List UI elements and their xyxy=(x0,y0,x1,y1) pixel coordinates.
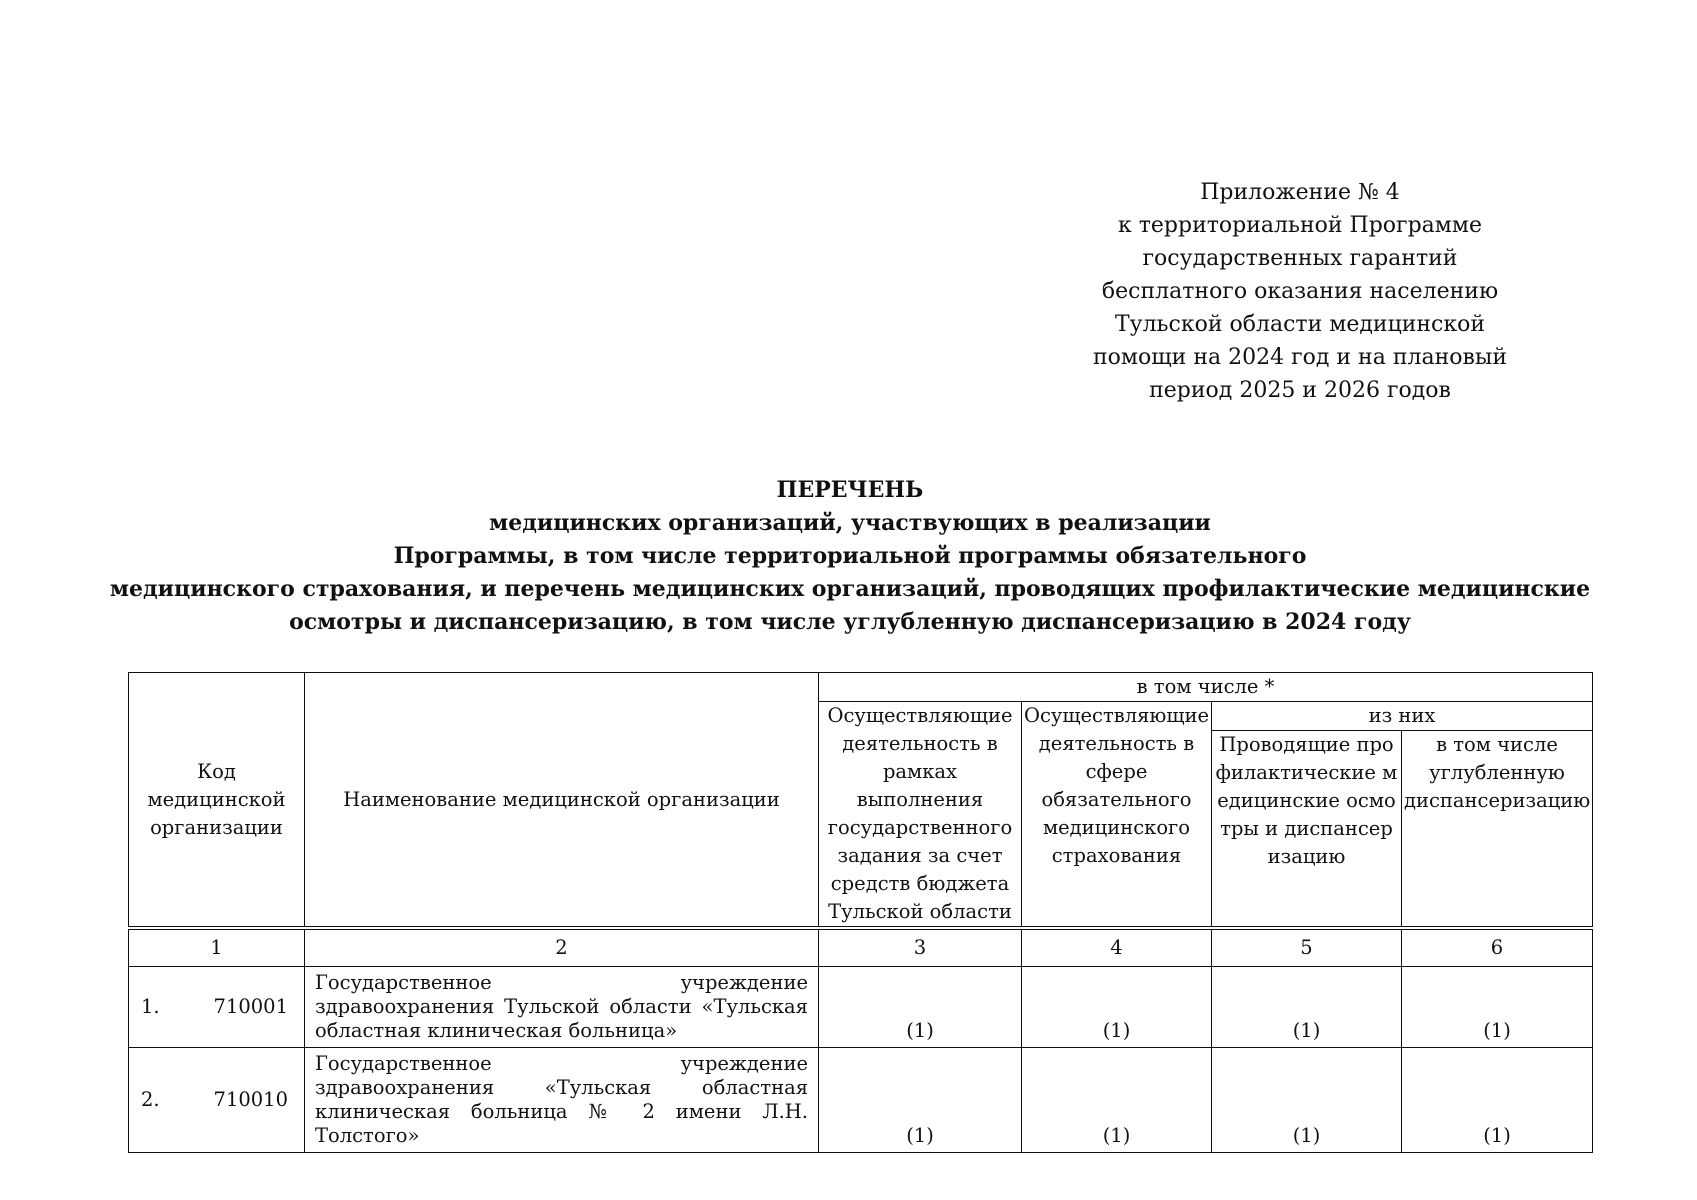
header-of-them: из них xyxy=(1212,702,1593,731)
header-code: Код медицинской организации xyxy=(129,673,305,929)
appendix-line: к территориальной Программе xyxy=(1117,213,1483,238)
org-name: Государственное учреждение здравоохранения Тульской области «Тульская областная клиническая больница» xyxy=(305,967,819,1048)
mark-in-depth: (1) xyxy=(1402,1048,1593,1153)
table-row xyxy=(129,967,1593,1048)
title-line: осмотры и диспансеризацию, в том числе углубленную диспансеризацию в 2024 году xyxy=(289,609,1411,635)
org-code: 710001 xyxy=(213,995,288,1018)
row-index: 2. xyxy=(141,1088,160,1111)
column-number: 1 xyxy=(129,928,305,967)
mark-in-depth: (1) xyxy=(1402,967,1593,1048)
title-line: медицинских организаций, участвующих в реализации xyxy=(489,510,1211,536)
org-code-cell xyxy=(129,1048,305,1153)
appendix-line: Тульской области медицинской xyxy=(1114,312,1486,337)
org-code: 710010 xyxy=(213,1088,288,1111)
column-numbers-row xyxy=(129,928,1593,967)
appendix-header xyxy=(1080,176,1520,407)
column-number: 5 xyxy=(1212,928,1402,967)
column-number: 4 xyxy=(1022,928,1212,967)
org-code-cell xyxy=(129,967,305,1048)
table-row xyxy=(129,1048,1593,1153)
mark-state-task: (1) xyxy=(819,1048,1022,1153)
appendix-line: Приложение № 4 xyxy=(1200,180,1400,205)
header-name: Наименование медицинской организации xyxy=(305,673,819,929)
title-line: ПЕРЕЧЕНЬ xyxy=(776,477,924,503)
mark-prof-exams: (1) xyxy=(1212,1048,1402,1153)
column-number: 3 xyxy=(819,928,1022,967)
header-row xyxy=(129,673,1593,702)
title-line: Программы, в том числе территориальной программы обязательного xyxy=(393,543,1307,569)
org-name: Государственное учреждение здравоохранения «Тульская областная клиническая больница № 2 имени Л.Н. Толстого» xyxy=(305,1048,819,1153)
mark-prof-exams: (1) xyxy=(1212,967,1402,1048)
header-in-depth: в том числе углубленную диспансеризацию xyxy=(1402,731,1593,928)
column-number: 6 xyxy=(1402,928,1593,967)
column-number: 2 xyxy=(305,928,819,967)
title-line: медицинского страхования, и перечень медицинских организаций, проводящих профилактические медицинские xyxy=(109,576,1591,602)
appendix-line: помощи на 2024 год и на плановый xyxy=(1092,345,1508,370)
header-oms: Осуществляющие деятельность в сфере обязательного медицинского страхования xyxy=(1022,702,1212,929)
appendix-line: государственных гарантий xyxy=(1142,246,1458,271)
document-title xyxy=(60,474,1640,639)
mark-state-task: (1) xyxy=(819,967,1022,1048)
header-including: в том числе * xyxy=(819,673,1593,702)
mark-oms: (1) xyxy=(1022,967,1212,1048)
organizations-table xyxy=(128,672,1593,1153)
header-prof-exams: Проводящие профилактические медицинские осмотры и диспансеризацию xyxy=(1212,731,1402,928)
appendix-line: период 2025 и 2026 годов xyxy=(1149,378,1451,403)
row-index: 1. xyxy=(141,995,160,1018)
appendix-line: бесплатного оказания населению xyxy=(1101,279,1499,304)
header-state-task: Осуществляющие деятельность в рамках выполнения государственного задания за счет средств бюджета Тульской области xyxy=(819,702,1022,929)
mark-oms: (1) xyxy=(1022,1048,1212,1153)
